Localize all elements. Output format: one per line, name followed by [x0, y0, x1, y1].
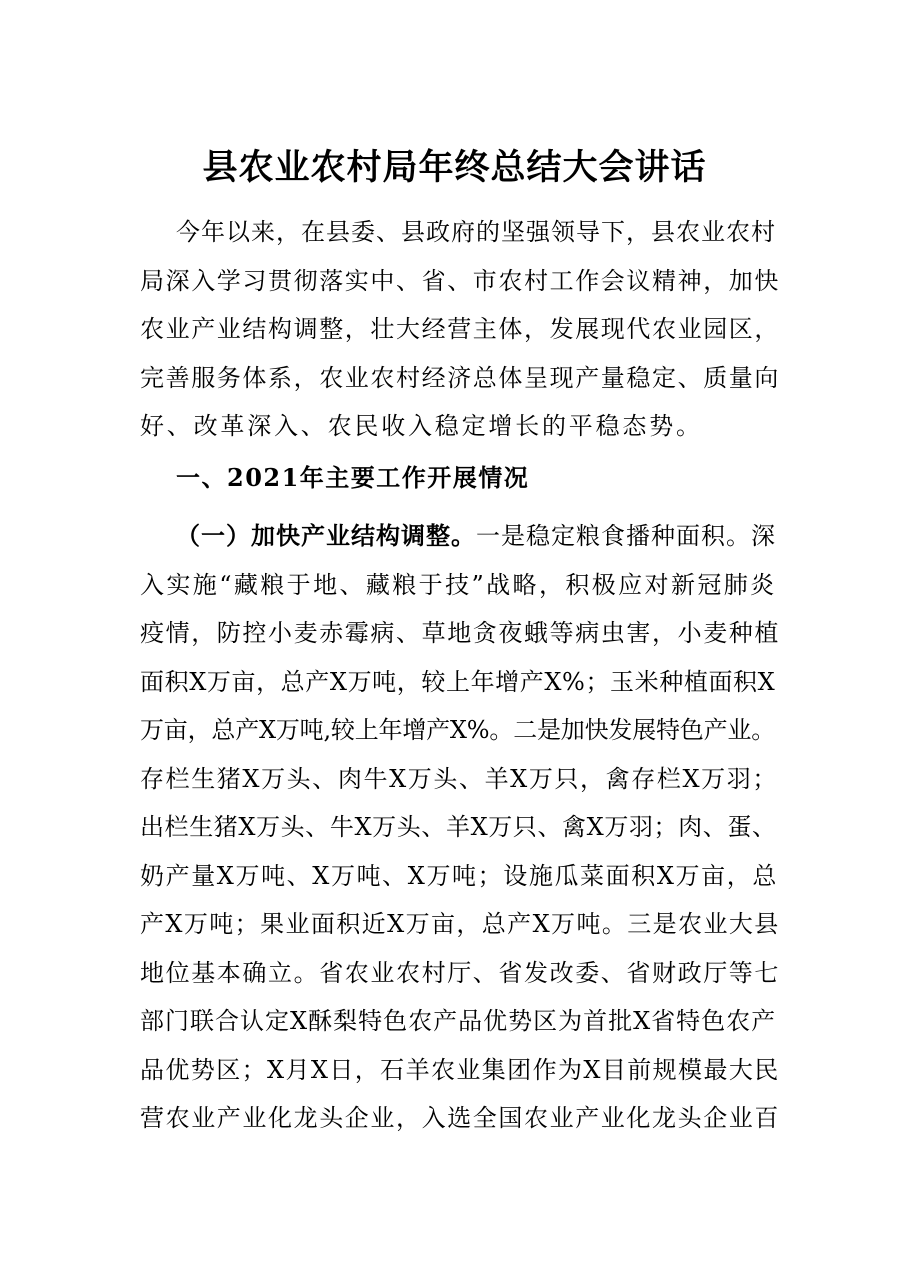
body-line: 地位基本确立。省农业农村厅、省发改委、省财政厅等七: [140, 958, 780, 987]
body-line: 入实施“藏粮于地、藏粮于技”战略，积极应对新冠肺炎: [140, 570, 777, 599]
body-line: 营农业产业化龙头企业，入选全国农业产业化龙头企业百: [140, 1104, 780, 1132]
body-line: 面积X万亩，总产X万吨，较上年增产X%；玉米种植面积X: [140, 667, 776, 696]
body-first-line: [140, 512, 780, 561]
body-line: 品优势区；X月X日，石羊农业集团作为X目前规模最大民: [140, 1055, 780, 1084]
intro-line: 局深入学习贯彻落实中、省、市农村工作会议精神，加快: [140, 266, 780, 295]
intro-line: 今年以来，在县委、县政府的坚强领导下，县农业农村: [176, 218, 776, 246]
body-line: 存栏生猪X万头、肉牛X万头、羊X万只，禽存栏X万羽；: [140, 764, 778, 793]
section-heading: 一、2021年主要工作开展情况: [176, 463, 530, 492]
body-line: 产X万吨；果业面积近X万亩，总产X万吨。三是农业大县: [140, 910, 780, 938]
body-line: 部门联合认定X酥梨特色农产品优势区为首批X省特色农产: [140, 1007, 777, 1035]
intro-paragraph: [140, 208, 780, 451]
body-first-line-text: 一是稳定粮食播种面积。深: [476, 522, 776, 550]
body-line: 出栏生猪X万头、牛X万头、羊X万只、禽X万羽；肉、蛋、: [140, 813, 777, 841]
intro-line: 农业产业结构调整，壮大经营主体，发展现代农业园区，: [140, 315, 780, 343]
body-line: 万亩，总产X万吨,较上年增产X%。二是加快发展特色产业。: [140, 716, 776, 744]
document-title: 县农业农村局年终总结大会讲话: [202, 148, 707, 188]
intro-line: 好、改革深入、农民收入稳定增长的平稳态势。: [140, 412, 703, 440]
intro-line: 完善服务体系，农业农村经济总体呈现产量稳定、质量向: [140, 363, 780, 392]
body-line: 奶产量X万吨、X万吨、X万吨；设施瓜菜面积X万亩，总: [140, 861, 778, 890]
subsection-label: （一）加快产业结构调整。: [176, 521, 476, 550]
body-paragraph: [140, 512, 780, 1143]
body-line: 疫情，防控小麦赤霉病、草地贪夜蛾等病虫害，小麦种植: [140, 619, 780, 647]
